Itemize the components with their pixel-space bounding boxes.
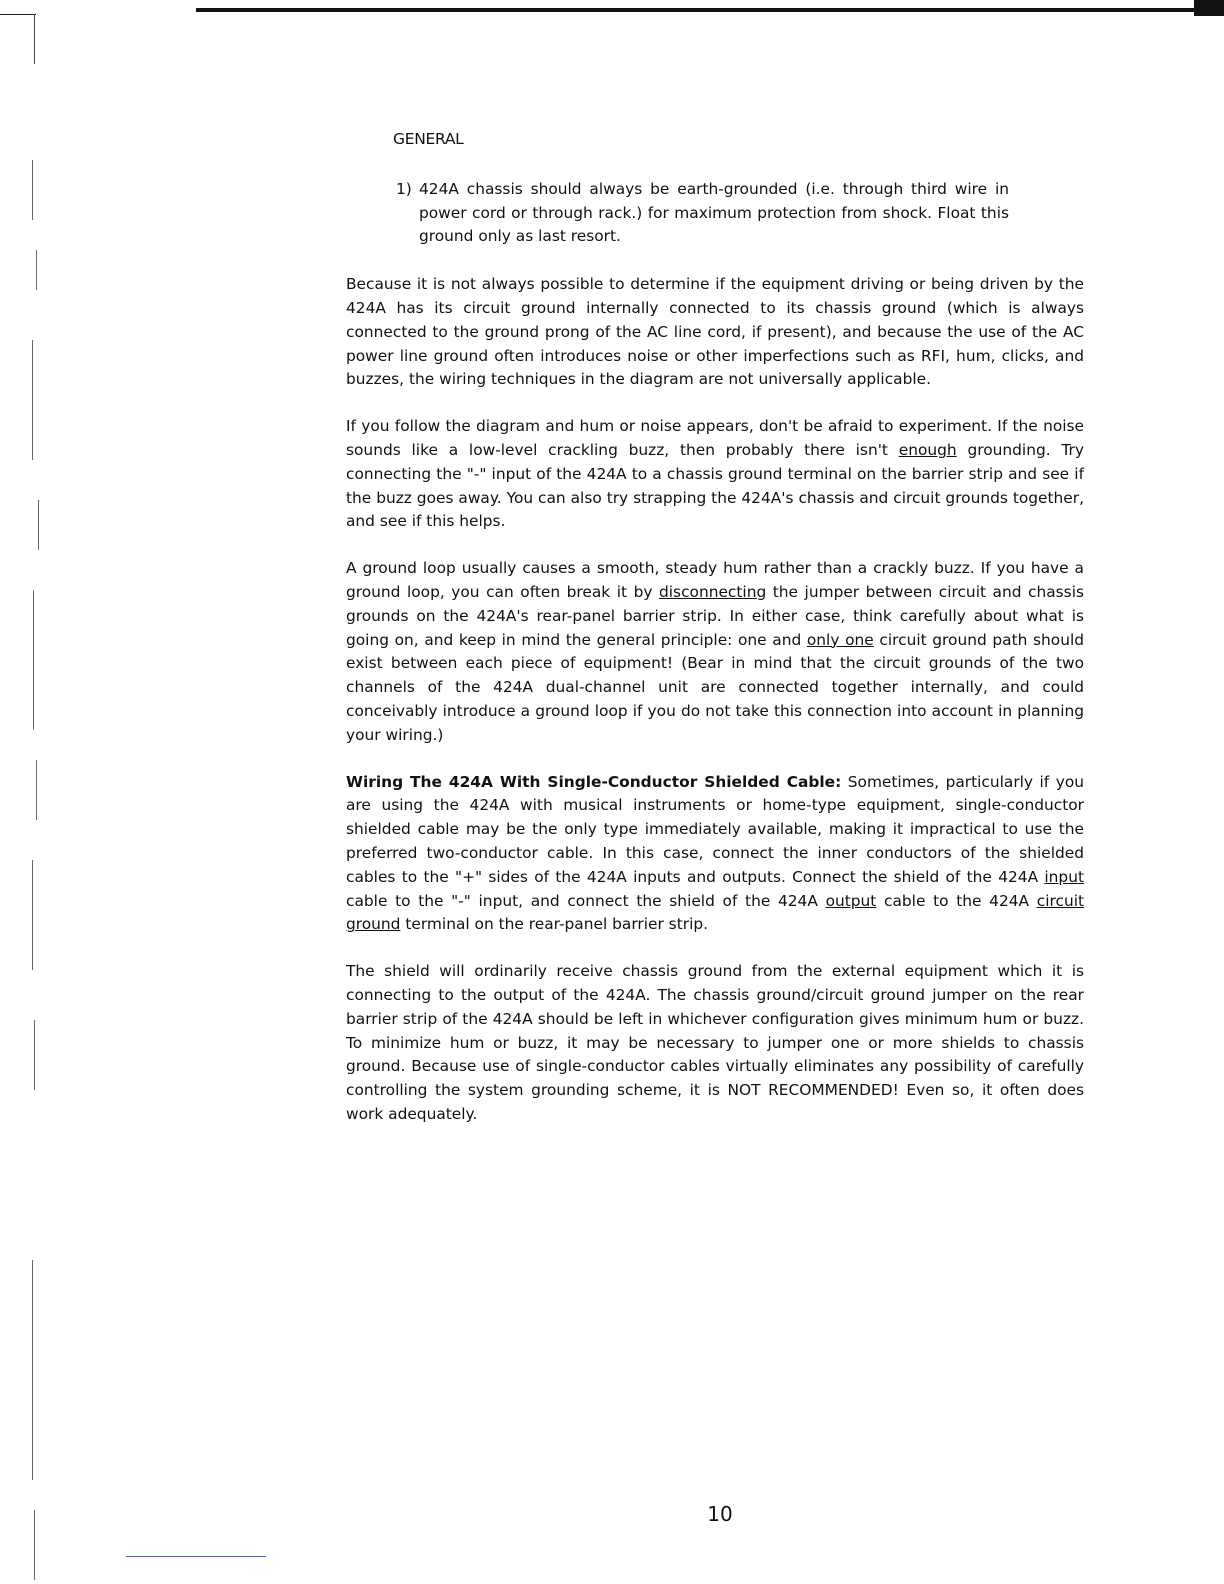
text-run: If you follow the diagram and hum or noise appears, don't be afraid to experiment. If the noise sounds like a low-level crackling buzz, then probably there isn't — [346, 417, 1084, 459]
underlined-text: circuit ground — [346, 891, 1085, 934]
underlined-text: enough — [898, 440, 957, 459]
underlined-text: output — [825, 891, 877, 910]
paragraph-grounding-intro: Because it is not always possible to determine if the equipment driving or being driven by the 424A has its circuit ground internally connected to its chassis ground (which is always connected to the ground prong of the AC line cord, if present), and because the use of the AC power line ground often introduces noise or other imperfections such as RFI, hum, clicks, and buzzes, the wiring techniques in the diagram are not universally applicable. — [346, 275, 1084, 389]
top-rule — [196, 8, 1224, 12]
list-item — [396, 178, 1084, 249]
scan-corner-mark-vertical — [34, 14, 35, 64]
underlined-text: only one — [806, 630, 874, 649]
text-run: A ground loop usually causes a smooth, steady hum rather than a crackly buzz. If you have a ground loop, you can often break it by — [346, 559, 1084, 601]
page-number: 10 — [707, 1502, 733, 1526]
text-run: circuit ground path should exist between each piece of equipment! (Bear in mind that the circuit grounds of the two channels of the 424A dual-channel unit are connected together internally, and could conceivably introduce a ground loop if you do not take this connection into account in planning your wiring.) — [346, 630, 1084, 744]
text-run: grounding. Try connecting the "-" input of the 424A to a chassis ground terminal on the barrier strip and see if the buzz goes away. You can also try strapping the 424A's chassis and circuit grounds together, and see if this helps. — [346, 440, 1084, 531]
paragraph-ground-loop — [346, 557, 1084, 747]
paragraph-single-conductor-wiring — [346, 771, 1084, 938]
underlined-text: disconnecting — [659, 582, 767, 601]
scan-corner-mark — [0, 14, 36, 15]
text-run: cable to the "-" input, and connect the shield of the 424A — [346, 891, 826, 910]
run-in-heading: Wiring The 424A With Single-Conductor Shielded Cable: — [346, 772, 842, 791]
paragraph-noise-experiment — [346, 415, 1084, 534]
underlined-text: input — [1044, 867, 1084, 886]
bottom-rule — [126, 1556, 266, 1557]
paragraph-shield-grounding: The shield will ordinarily receive chassis ground from the external equipment which it is connecting to the output of the 424A. The chassis ground/circuit ground jumper on the rear barrier strip of the 424A should be left in whichever configuration gives minimum hum or buzz. To minimize hum or buzz, it may be necessary to jumper one or more shields to chassis ground. Because use of single-conductor cables virtually eliminates any possibility of carefully controlling the system grounding scheme, it is NOT RECOMMENDED! Even so, it often does work adequately. — [346, 962, 1084, 1123]
list-item-text: 424A chassis should always be earth-grounded (i.e. through third wire in power cord or through rack.) for maximum protection from shock. Float this ground only as last resort. — [419, 179, 1009, 246]
top-rule-end — [1194, 0, 1224, 16]
list-item-number: 1) — [396, 179, 412, 198]
text-run: the jumper between circuit and chassis grounds on the 424A's rear-panel barrier strip. In either case, think carefully about what is going on, and keep in mind the general principle: one and — [346, 582, 1084, 649]
section-heading: GENERAL — [393, 130, 464, 148]
text-run: cable to the 424A — [876, 891, 1037, 910]
page-content — [346, 128, 1084, 1127]
text-run: terminal on the rear-panel barrier strip. — [400, 915, 709, 934]
binding-edge-marks — [30, 140, 46, 1580]
text-run: Sometimes, particularly if you are using the 424A with musical instruments or home-type equipment, single-conductor shielded cable may be the only type immediately available, making it impractical to use the preferred two-conductor cable. In this case, connect the inner conductors of the shielded cables to the "+" sides of the 424A inputs and outputs. Connect the shield of the 424A — [346, 772, 1084, 886]
